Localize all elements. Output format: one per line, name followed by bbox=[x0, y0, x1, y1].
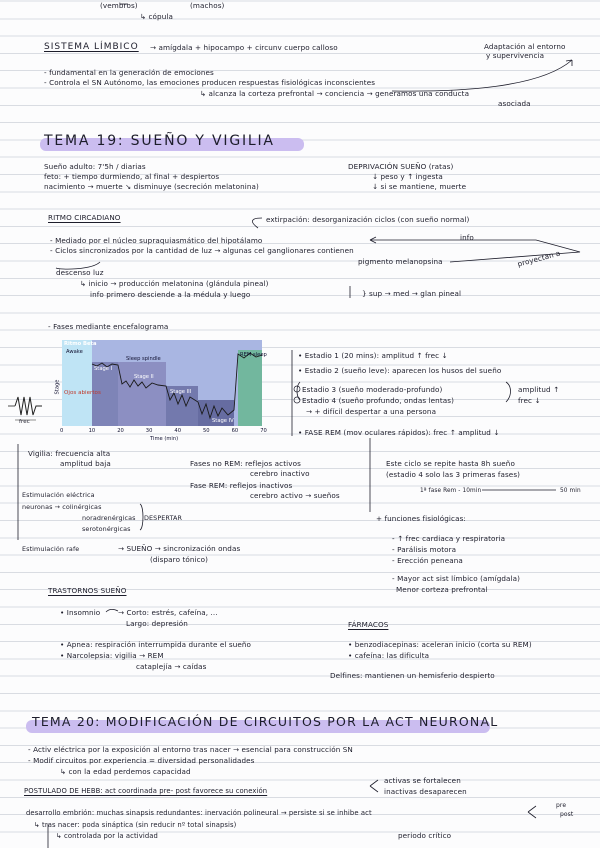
nonrem-1: Fases no REM: reflejos activos bbox=[190, 459, 301, 468]
phases-intro: - Fases mediante encefalograma bbox=[48, 322, 169, 331]
drug-benzo: • benzodiacepinas: aceleran inicio (corta su REM) bbox=[348, 640, 532, 649]
sleep-fetus: feto: + tiempo durmiendo, al final + despiertos bbox=[44, 172, 220, 181]
functions-title: + funciones fisiológicas: bbox=[376, 514, 466, 523]
chart-rem-label: REM sleep bbox=[240, 352, 267, 358]
deprivation-1: ↓ peso y ↑ ingesta bbox=[372, 172, 443, 181]
chart-x-tick: 70 bbox=[260, 428, 267, 434]
chart-spindle-label: Sleep spindle bbox=[126, 356, 161, 362]
disorders-title: TRASTORNOS SUEÑO bbox=[48, 586, 127, 595]
stage-amp: amplitud ↑ bbox=[518, 385, 560, 394]
function-1: - ↑ frec cardiaca y respiratoria bbox=[392, 534, 506, 543]
dev-pre: pre bbox=[556, 802, 567, 809]
tema19-title: TEMA 19: SUEÑO Y VIGILIA bbox=[44, 133, 275, 149]
hebb-inactive: inactivas desaparecen bbox=[384, 787, 467, 796]
circadian-descenso: descenso luz bbox=[56, 268, 104, 277]
vigilia-amp: amplitud baja bbox=[60, 459, 111, 468]
cycle-2: (estadio 4 solo las 3 primeras fases) bbox=[386, 470, 521, 479]
limbic-line-1: - fundamental en la generación de emociones bbox=[44, 68, 214, 77]
circadian-title: RITMO CIRCADIANO bbox=[48, 213, 121, 222]
chart-ojos-label: Ojos abiertos bbox=[64, 390, 101, 396]
rem-2: cerebro activo → sueños bbox=[250, 491, 340, 500]
stim-5b: → SUEÑO → sincronización ondas bbox=[118, 544, 241, 553]
stage-3-note: Estadio 3 (sueño moderado-profundo) bbox=[302, 385, 443, 394]
chart-stage1-label: Stage I bbox=[94, 366, 113, 372]
drug-caffeine: • cafeína: las dificulta bbox=[348, 651, 430, 660]
circadian-line-1: - Mediado por el núcleo supraquiasmático del hipotálamo bbox=[50, 236, 263, 245]
deprivation-2: ↓ si se mantiene, muerte bbox=[372, 182, 467, 191]
function-3: - Erección peneana bbox=[392, 556, 463, 565]
chart-awake-label: Awake bbox=[66, 349, 83, 355]
chart-stage2-label: Stage II bbox=[134, 374, 154, 380]
tema20-title: TEMA 20: MODIFICACIÓN DE CIRCUITOS POR LA ACT NEURONAL bbox=[32, 714, 499, 729]
chart-ylabel: Stage bbox=[54, 379, 61, 395]
chart-x-tick: 60 bbox=[231, 428, 239, 434]
circadian-info: info bbox=[460, 233, 474, 242]
limbic-components: → amígdala + hipocampo + circunv cuerpo calloso bbox=[150, 43, 338, 52]
chart-x-tick: 40 bbox=[174, 428, 181, 434]
narcolepsy: • Narcolepsia: vigilia → REM bbox=[60, 651, 164, 660]
dev-line-2: ↳ tras nacer: poda sináptica (sin reducir nº total sinapsis) bbox=[34, 821, 237, 829]
insomnia-short: → Corto: estrés, cafeína, ... bbox=[118, 608, 218, 617]
limbic-line-3: ↳ alcanza la corteza prefrontal → conciencia → generamos una conducta bbox=[200, 89, 470, 98]
insomnia: • Insomnio bbox=[60, 608, 101, 617]
chart-x-tick: 0 bbox=[60, 428, 64, 434]
stage-1-note: • Estadio 1 (20 mins): amplitud ↑ frec ↓ bbox=[298, 351, 448, 360]
limbic-line-3b: asociada bbox=[498, 99, 531, 108]
stim-4: serotonérgicas bbox=[82, 525, 131, 533]
cataplexy: cataplejía → caídas bbox=[136, 662, 207, 671]
insomnia-long: Largo: depresión bbox=[126, 619, 188, 628]
deprivation-title: DEPRIVACIÓN SUEÑO (ratas) bbox=[348, 162, 454, 171]
dev-post: post bbox=[560, 811, 574, 818]
top-note-machos: (machos) bbox=[190, 1, 225, 10]
stim-1: Estimulación eléctrica bbox=[22, 491, 95, 499]
top-note-copula: ↳ cópula bbox=[140, 12, 173, 21]
chart-x-tick: 30 bbox=[145, 428, 153, 434]
stim-6: (disparo tónico) bbox=[150, 555, 209, 564]
function-4: - Mayor act sist límbico (amígdala) bbox=[392, 574, 521, 583]
chart-xlabel: Time (min) bbox=[150, 436, 179, 442]
chart-beta-label: Ritmo Beta bbox=[64, 341, 97, 347]
drugs-title: FÁRMACOS bbox=[348, 620, 389, 629]
chart-stage3-label: Stage III bbox=[170, 389, 192, 395]
dev-line-3: ↳ controlada por la actividad bbox=[56, 832, 158, 840]
dolphins: Delfines: mantienen un hemisferio despierto bbox=[330, 671, 495, 680]
t20-line-1: - Activ eléctrica por la exposición al entorno tras nacer → esencial para construcción SN bbox=[28, 745, 353, 754]
stage-2-note: • Estadio 2 (sueño leve): aparecen los husos del sueño bbox=[298, 366, 502, 375]
stim-5: Estimulación rafe bbox=[22, 545, 80, 553]
apnea: • Apnea: respiración interrumpida durante el sueño bbox=[60, 640, 252, 649]
circadian-line-2b: pigmento melanopsina bbox=[358, 257, 443, 266]
circadian-line-2: - Ciclos sincronizados por la cantidad de luz → algunas cel ganglionares contienen bbox=[50, 246, 354, 255]
critical-period: periodo crítico bbox=[398, 831, 452, 840]
t20-line-3: ↳ con la edad perdemos capacidad bbox=[60, 767, 191, 776]
circadian-line-5: } sup → med → glan pineal bbox=[362, 289, 462, 298]
cycle-1: Este ciclo se repite hasta 8h sueño bbox=[386, 459, 515, 468]
wave-label: frec bbox=[19, 419, 30, 425]
rem-1: Fase REM: reflejos inactivos bbox=[190, 481, 293, 490]
chart-x-tick: 50 bbox=[203, 428, 210, 434]
vigilia-note: Vigilia: frecuencia alta bbox=[28, 449, 111, 458]
stage-4-note: Estadio 4 (sueño profundo, ondas lentas) bbox=[302, 396, 454, 405]
stim-despertar: DESPERTAR bbox=[144, 514, 183, 522]
stage-difficult: → + difícil despertar a una persona bbox=[306, 407, 437, 416]
hebb-postulate: POSTULADO DE HEBB: act coordinada pre- post favorece su conexión bbox=[24, 787, 268, 795]
cycle-3b: 50 min bbox=[560, 488, 581, 494]
limbic-adapt-1: Adaptación al entorno bbox=[484, 42, 566, 51]
circadian-line-3: ↳ inicio → producción melatonina (glándula pineal) bbox=[80, 279, 269, 288]
nonrem-2: cerebro inactivo bbox=[250, 469, 310, 478]
rem-phase-note: • FASE REM (mov oculares rápidos): frec ↑ amplitud ↓ bbox=[298, 428, 500, 437]
stim-3: noradrenérgicas bbox=[82, 514, 136, 522]
stim-2: neuronas → colinérgicas bbox=[22, 503, 102, 511]
sleep-birth: nacimiento → muerte ↘ disminuye (secreción melatonina) bbox=[44, 182, 259, 191]
chart-x-tick: 20 bbox=[117, 428, 124, 434]
stage-frec: frec ↓ bbox=[518, 396, 541, 405]
sleep-adult: Sueño adulto: 7'5h / diarias bbox=[44, 162, 146, 171]
hebb-active: activas se fortalecen bbox=[384, 776, 461, 785]
cycle-3: 1ª fase Rem - 10min bbox=[420, 488, 482, 494]
limbic-title: SISTEMA LÍMBICO bbox=[44, 42, 139, 52]
dev-line-1: desarrollo embrión: muchas sinapsis redundantes: inervación polineural → persiste si se inhibe act bbox=[26, 809, 372, 817]
circadian-line-4: info primero desciende a la médula y luego bbox=[90, 290, 251, 299]
circadian-proyectan: proyectan a bbox=[516, 248, 562, 269]
limbic-adapt-2: y supervivencia bbox=[486, 51, 545, 60]
function-2: - Parálisis motora bbox=[392, 545, 457, 554]
top-note-vembros: (vembros) bbox=[100, 1, 138, 10]
chart-stage4-label: Stage IV bbox=[212, 418, 234, 424]
function-5: Menor corteza prefrontal bbox=[396, 585, 488, 594]
circadian-extirpation: extirpación: desorganización ciclos (con sueño normal) bbox=[266, 215, 470, 224]
t20-line-2: - Modif circuitos por experiencia = diversidad personalidades bbox=[28, 756, 255, 765]
chart-x-tick: 10 bbox=[88, 428, 96, 434]
limbic-line-2: - Controla el SN Autónomo, las emociones producen respuestas fisiológicas inconscientes bbox=[44, 78, 376, 87]
